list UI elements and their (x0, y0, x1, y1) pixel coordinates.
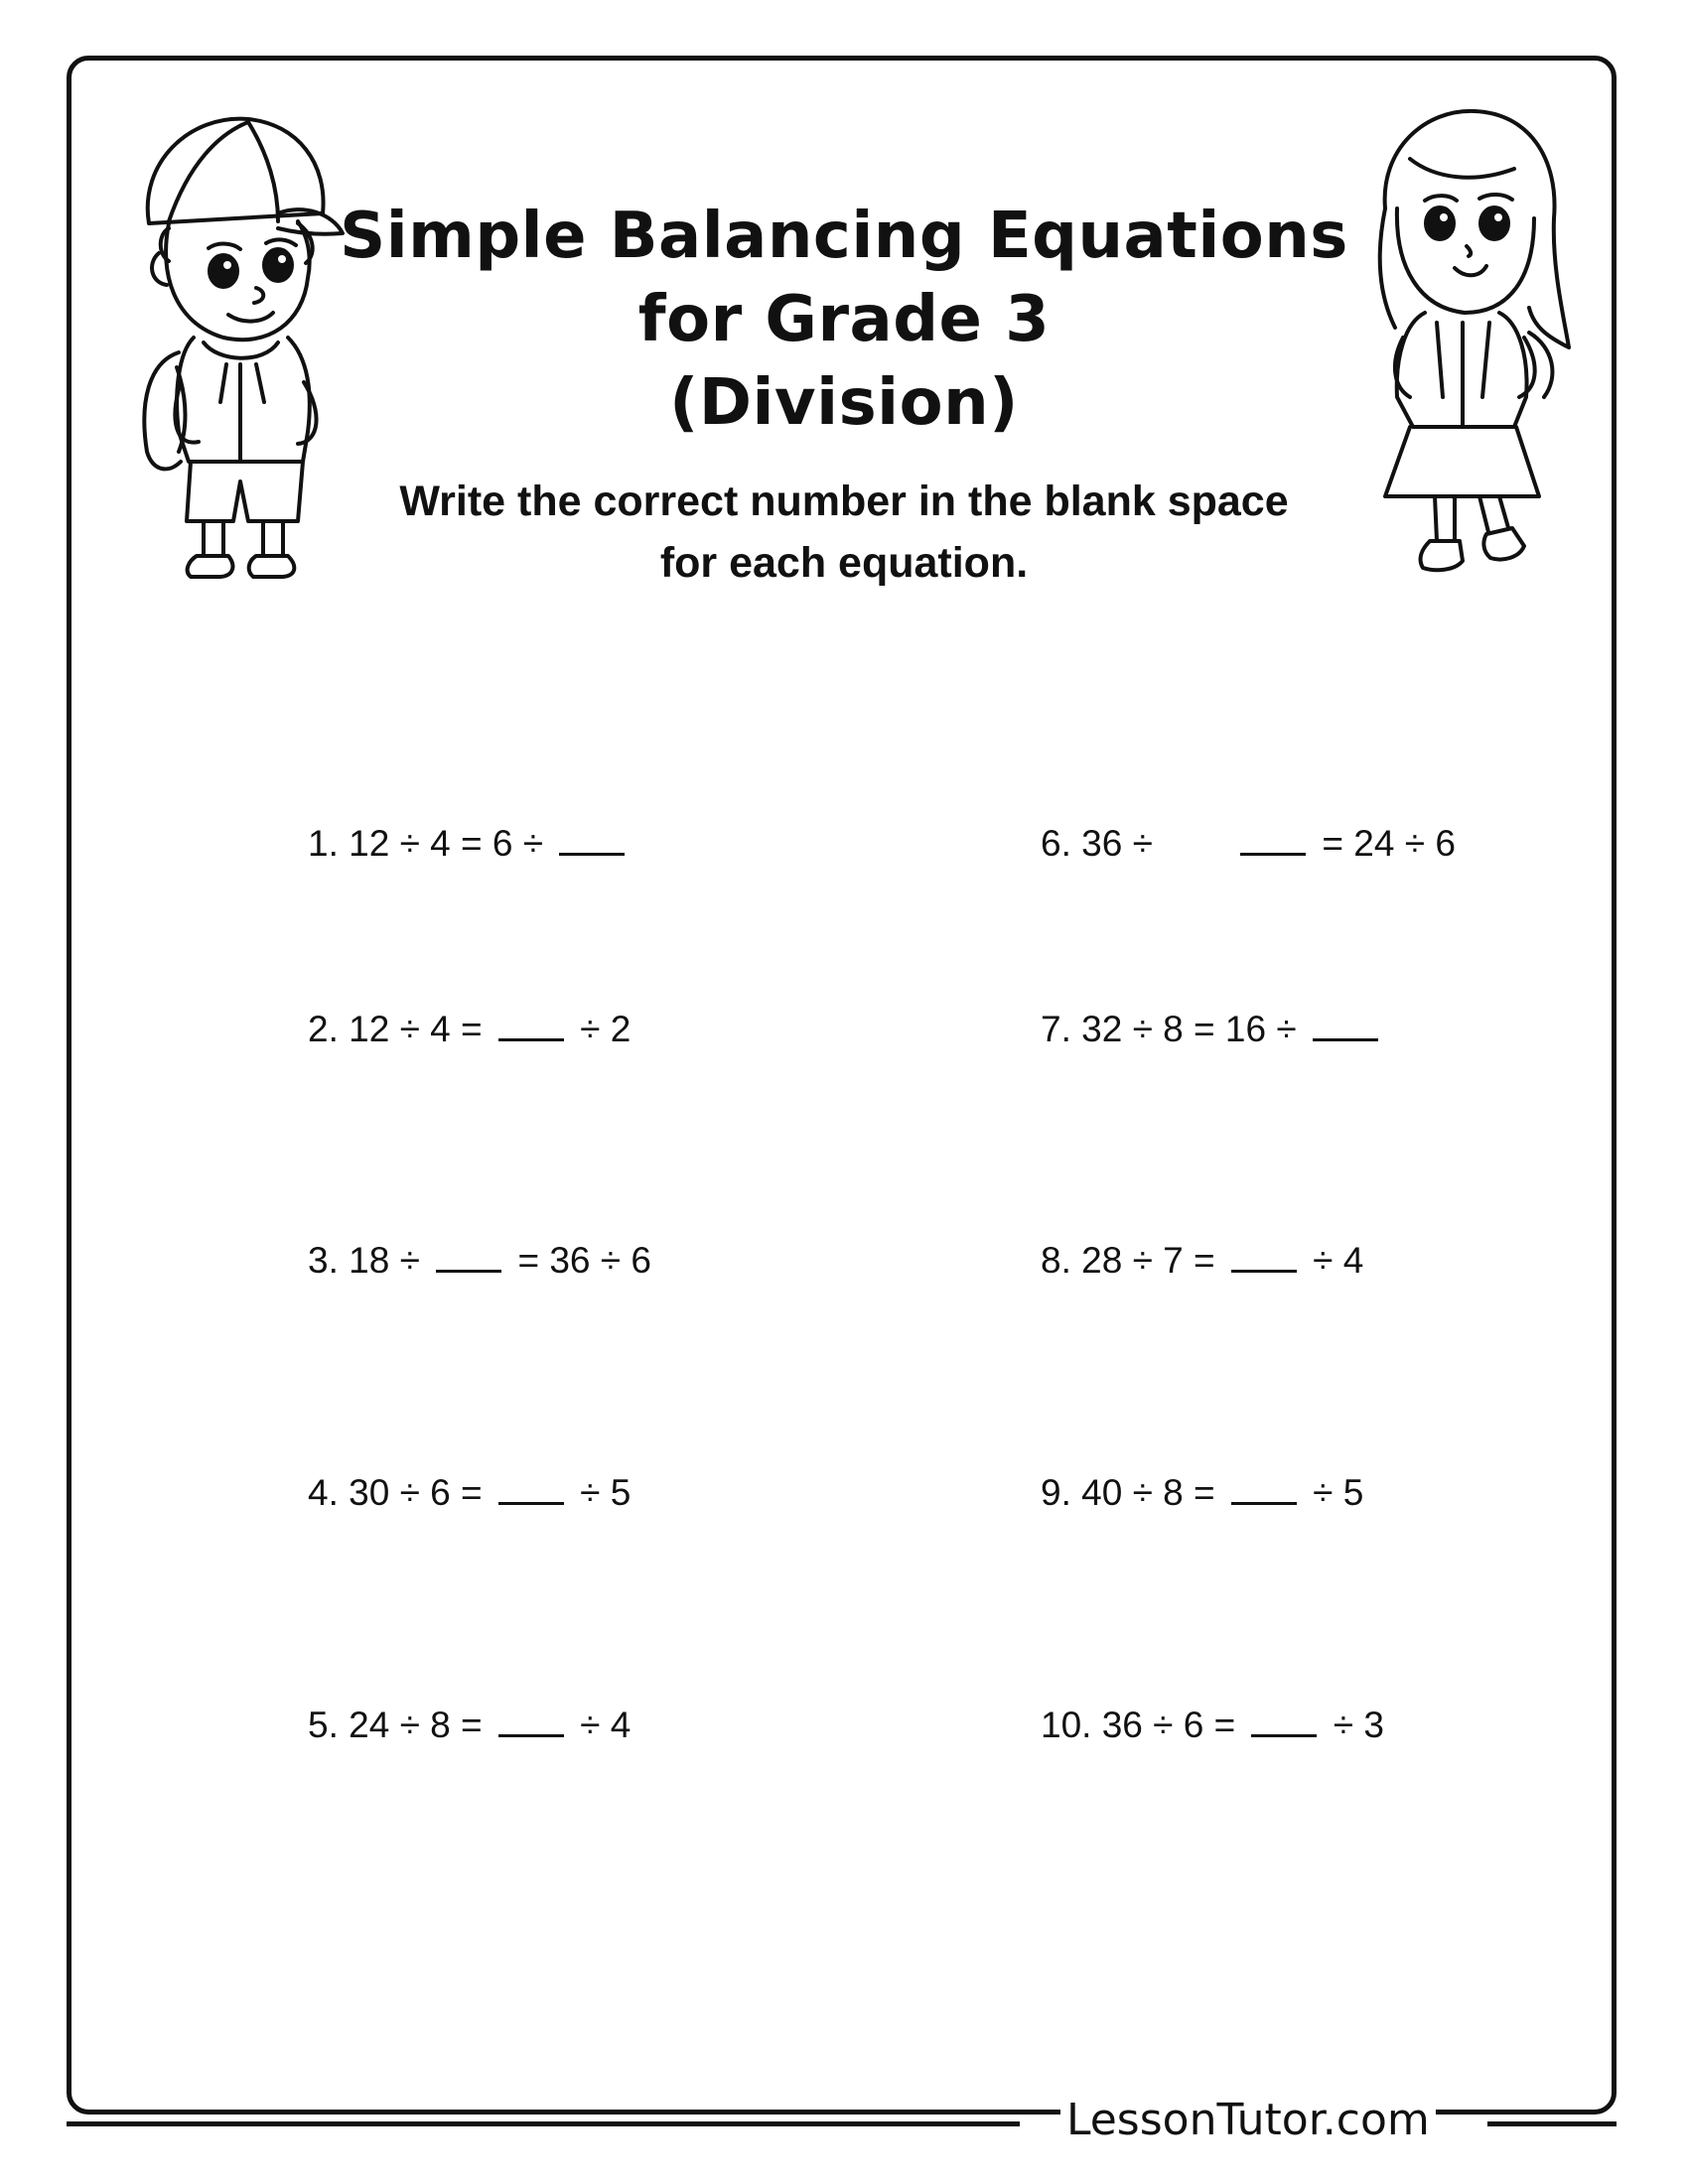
footer-rule-left (67, 2121, 1020, 2126)
boy-with-backpack-illustration (129, 104, 348, 581)
title-line-1: Simple Balancing Equations (340, 200, 1348, 273)
problem-1 (308, 822, 631, 866)
problem-text-before: 10. 36 ÷ 6 = (1041, 1705, 1246, 1745)
problem-text-before: 8. 28 ÷ 7 = (1041, 1240, 1225, 1281)
problem-text-before: 5. 24 ÷ 8 = (308, 1705, 492, 1745)
problem-text-before: 1. 12 ÷ 4 = 6 ÷ (308, 823, 554, 864)
answer-blank[interactable] (1313, 1009, 1378, 1041)
footer-rule-right (1487, 2121, 1617, 2126)
problem-8 (1041, 1239, 1363, 1283)
instructions-line-1: Write the correct number in the blank space (399, 478, 1289, 525)
problem-6 (1041, 822, 1456, 866)
problem-text-after: ÷ 3 (1323, 1705, 1384, 1745)
answer-blank[interactable] (1231, 1240, 1297, 1273)
problem-text-after: ÷ 5 (569, 1472, 632, 1513)
problem-5 (308, 1704, 631, 1747)
problem-10 (1041, 1704, 1384, 1747)
problem-text-before: 9. 40 ÷ 8 = (1041, 1472, 1225, 1513)
problem-3 (308, 1239, 651, 1283)
problem-text-before: 7. 32 ÷ 8 = 16 ÷ (1041, 1009, 1307, 1049)
title-line-2: for Grade 3 (637, 283, 1051, 356)
problem-7 (1041, 1008, 1384, 1051)
worksheet-title (328, 195, 1360, 445)
answer-blank[interactable] (498, 1472, 564, 1505)
answer-blank[interactable] (559, 823, 625, 856)
problem-text-before: 3. 18 ÷ (308, 1240, 431, 1281)
girl-with-backpack-illustration (1355, 99, 1579, 576)
answer-blank[interactable] (1240, 823, 1306, 856)
footer-site-name: LessonTutor.com (1060, 2093, 1436, 2148)
problem-9 (1041, 1471, 1363, 1515)
problem-text-after: ÷ 5 (1302, 1472, 1364, 1513)
answer-blank[interactable] (1251, 1705, 1317, 1737)
problem-4 (308, 1471, 631, 1515)
instructions (357, 471, 1331, 594)
answer-blank[interactable] (436, 1240, 501, 1273)
problem-text-before: 2. 12 ÷ 4 = (308, 1009, 492, 1049)
problem-text-after: = 24 ÷ 6 (1312, 823, 1456, 864)
answer-blank[interactable] (498, 1705, 564, 1737)
problem-text-after: ÷ 4 (1302, 1240, 1364, 1281)
answer-blank[interactable] (498, 1009, 564, 1041)
problem-text-before: 6. 36 ÷ (1041, 823, 1235, 864)
problem-text-before: 4. 30 ÷ 6 = (308, 1472, 492, 1513)
problem-text-after: = 36 ÷ 6 (507, 1240, 651, 1281)
answer-blank[interactable] (1231, 1472, 1297, 1505)
instructions-line-2: for each equation. (659, 539, 1029, 587)
problem-text-after: ÷ 2 (569, 1009, 632, 1049)
title-line-3: (Division) (669, 366, 1019, 440)
problem-2 (308, 1008, 631, 1051)
problem-text-after: ÷ 4 (569, 1705, 632, 1745)
